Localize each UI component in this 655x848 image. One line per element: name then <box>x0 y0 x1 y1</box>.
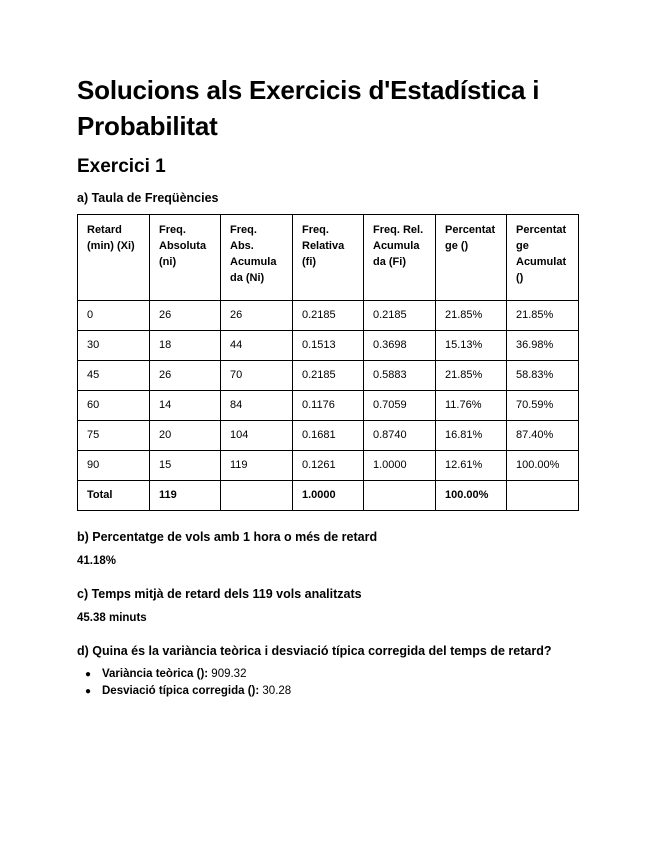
table-cell: 0.5883 <box>364 361 436 391</box>
section-d-heading: d) Quina és la variància teòrica i desviació típica corregida del temps de retard? <box>77 644 552 658</box>
page-title: Solucions als Exercicis d'Estadística i Probabilitat <box>77 75 540 141</box>
table-row <box>78 451 579 481</box>
list-item-value: 909.32 <box>208 668 247 680</box>
list-item-label: Desviació típica corregida (): <box>102 685 260 697</box>
table-cell: 44 <box>221 331 293 361</box>
table-cell: 0.2185 <box>293 301 364 331</box>
table-total-row <box>78 481 579 511</box>
table-cell: 75 <box>78 421 150 451</box>
table-cell: 20 <box>150 421 221 451</box>
table-cell: 119 <box>221 451 293 481</box>
table-cell: 36.98% <box>507 331 579 361</box>
table-cell: 0.1513 <box>293 331 364 361</box>
section-a-heading: a) Taula de Freqüències <box>77 191 219 205</box>
table-cell <box>507 481 579 511</box>
table-cell: 70.59% <box>507 391 579 421</box>
table-cell: 21.85% <box>436 301 507 331</box>
table-cell: 15.13% <box>436 331 507 361</box>
list-item-label: Variància teòrica (): <box>102 668 209 680</box>
section-c-heading: c) Temps mitjà de retard dels 119 vols analitzats <box>77 587 362 601</box>
table-cell: 1.0000 <box>364 451 436 481</box>
table-cell: 21.85% <box>507 301 579 331</box>
column-header: Freq. Absoluta (ni) <box>150 215 221 301</box>
table-cell: 60 <box>78 391 150 421</box>
document-page <box>77 72 579 700</box>
table-cell: 100.00% <box>507 451 579 481</box>
table-cell: 26 <box>150 361 221 391</box>
column-header: Percentatge () <box>436 215 507 301</box>
column-header: Freq. Rel. Acumulada (Fi) <box>364 215 436 301</box>
table-cell: 87.40% <box>507 421 579 451</box>
column-header: Freq. Abs. Acumulada (Ni) <box>221 215 293 301</box>
table-cell: 30 <box>78 331 150 361</box>
table-cell: 26 <box>221 301 293 331</box>
table-cell: 45 <box>78 361 150 391</box>
table-cell: 0.7059 <box>364 391 436 421</box>
table-row <box>78 421 579 451</box>
table-cell: 0.2185 <box>293 361 364 391</box>
table-cell: 0 <box>78 301 150 331</box>
section-c-answer: 45.38 minuts <box>77 612 147 624</box>
list-item-value: 30.28 <box>259 685 292 697</box>
table-cell: 11.76% <box>436 391 507 421</box>
table-cell: 84 <box>221 391 293 421</box>
list-item <box>85 666 579 683</box>
table-cell: 104 <box>221 421 293 451</box>
table-cell: 0.1176 <box>293 391 364 421</box>
exercise-heading: Exercici 1 <box>77 156 166 177</box>
table-cell: 100.00% <box>436 481 507 511</box>
column-header: Percentatge Acumulat () <box>507 215 579 301</box>
table-cell: 15 <box>150 451 221 481</box>
table-cell: 0.8740 <box>364 421 436 451</box>
frequency-table <box>77 214 579 511</box>
table-row <box>78 391 579 421</box>
table-cell: 0.2185 <box>364 301 436 331</box>
table-cell: 16.81% <box>436 421 507 451</box>
section-b-answer: 41.18% <box>77 555 117 567</box>
table-cell: 119 <box>150 481 221 511</box>
table-cell: 58.83% <box>507 361 579 391</box>
table-cell: Total <box>78 481 150 511</box>
table-cell: 1.0000 <box>293 481 364 511</box>
column-header: Retard (min) (Xi) <box>78 215 150 301</box>
table-header-row <box>78 215 579 301</box>
list-item <box>85 683 579 700</box>
section-d-list <box>77 666 579 700</box>
table-cell: 90 <box>78 451 150 481</box>
table-cell: 70 <box>221 361 293 391</box>
table-row <box>78 331 579 361</box>
column-header: Freq. Relativa (fi) <box>293 215 364 301</box>
table-cell: 0.1681 <box>293 421 364 451</box>
bullet-icon: ● <box>85 669 92 680</box>
table-row <box>78 301 579 331</box>
table-cell: 18 <box>150 331 221 361</box>
table-cell <box>221 481 293 511</box>
table-cell <box>364 481 436 511</box>
bullet-icon: ● <box>85 686 92 697</box>
table-cell: 14 <box>150 391 221 421</box>
table-cell: 21.85% <box>436 361 507 391</box>
table-cell: 0.3698 <box>364 331 436 361</box>
table-cell: 0.1261 <box>293 451 364 481</box>
table-cell: 12.61% <box>436 451 507 481</box>
section-b-heading: b) Percentatge de vols amb 1 hora o més de retard <box>77 530 378 544</box>
table-cell: 26 <box>150 301 221 331</box>
table-row <box>78 361 579 391</box>
